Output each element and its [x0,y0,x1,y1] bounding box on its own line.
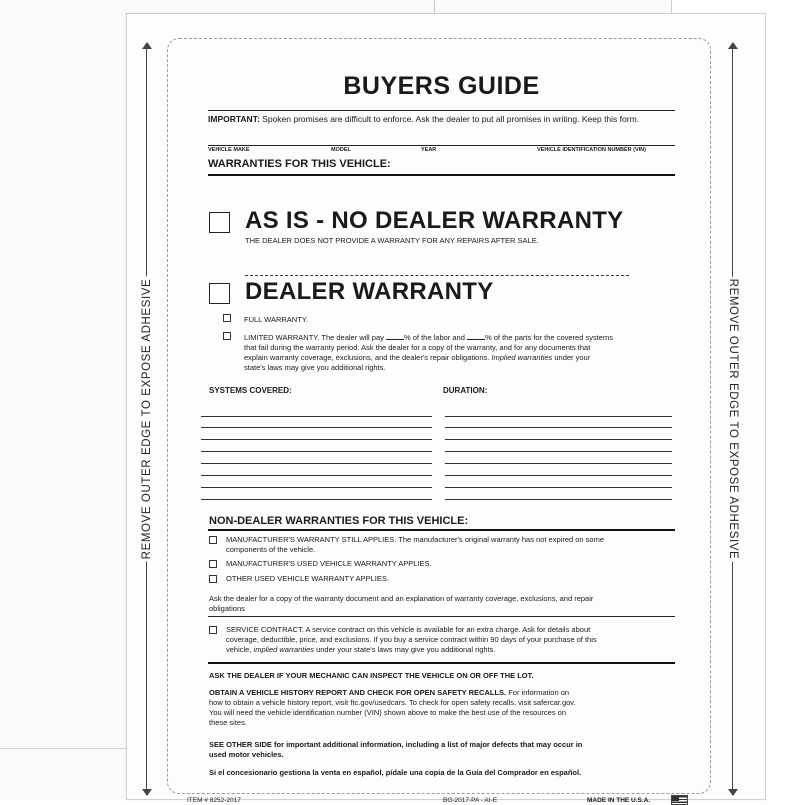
service-contract-checkbox[interactable] [209,626,217,634]
sheet-edge [0,748,126,749]
service-contract-line1: SERVICE CONTRACT. A service contract on this vehicle is available for an extra charge. Ask for details about [226,625,591,634]
service-contract-text [226,625,676,655]
used-vehicle-warranty-text: MANUFACTURER'S USED VEHICLE WARRANTY APPLIES. [226,559,432,568]
warranties-heading: WARRANTIES FOR THIS VEHICLE: [208,158,391,170]
systems-covered-label: SYSTEMS COVERED: [209,386,292,395]
systems-line[interactable] [201,475,432,476]
labor-percent-blank[interactable] [386,333,404,340]
other-used-warranty-text: OTHER USED VEHICLE WARRANTY APPLIES. [226,574,389,583]
adhesive-strip-right [721,44,745,794]
dashed-divider [245,275,629,276]
used-vehicle-warranty-checkbox[interactable] [209,560,217,568]
dealer-warranty-title: DEALER WARRANTY [245,278,494,305]
manufacturer-warranty-line1: MANUFACTURER'S WARRANTY STILL APPLIES. The manufacturer's original warranty has not expired on some [226,535,605,544]
systems-line[interactable] [201,439,432,440]
form-body [187,70,675,805]
limited-text-2: % of the labor and [404,333,465,342]
vin-label: VEHICLE IDENTIFICATION NUMBER (VIN) [537,147,646,153]
vehicle-fields [208,146,675,156]
history-bold: OBTAIN A VEHICLE HISTORY REPORT AND CHECK FOR OPEN SAFETY RECALLS. [209,688,507,697]
limited-text-3: % of the parts for the covered systems [484,333,613,342]
adhesive-instruction-left: REMOVE OUTER EDGE TO EXPOSE ADHESIVE [137,277,157,562]
other-used-warranty-checkbox[interactable] [209,575,217,583]
systems-line[interactable] [201,487,432,488]
duration-label: DURATION: [443,386,488,395]
history-line1: For information on [508,688,570,697]
duration-line[interactable] [445,463,672,464]
history-report-notice [209,688,674,728]
manufacturer-warranty-text [226,535,676,555]
year-label: YEAR [421,147,437,153]
duration-line[interactable] [445,439,672,440]
systems-line[interactable] [201,499,432,500]
duration-line[interactable] [445,475,672,476]
as-is-subtitle: THE DEALER DOES NOT PROVIDE A WARRANTY FOR ANY REPAIRS AFTER SALE. [245,236,539,245]
service-contract-line3b: under your state's laws may give you additional rights. [316,645,496,654]
model-label: MODEL [331,147,351,153]
limited-text-6: under your [554,353,591,362]
divider [208,529,675,531]
systems-line[interactable] [201,416,432,417]
mechanic-text: ASK THE DEALER IF YOUR MECHANIC CAN INSPECT THE VEHICLE ON OR OFF THE LOT. [209,671,534,680]
history-line4: these sites. [209,718,247,727]
limited-warranty-text [244,333,676,373]
warranty-document-note [209,594,669,614]
as-is-checkbox[interactable] [209,212,230,233]
spanish-notice [209,768,674,778]
arrow-down-icon [728,789,738,796]
other-side-notice [209,740,674,760]
limited-text-7: state's laws may give you additional rights. [244,363,386,372]
fold-mark [434,0,435,14]
warranty-note-line2: obligations [209,604,245,613]
made-in-usa: MADE IN THE U.S.A. [587,797,651,804]
limited-warranty-checkbox[interactable] [223,332,231,340]
duration-line[interactable] [445,427,672,428]
duration-line[interactable] [445,499,672,500]
non-dealer-heading: NON-DEALER WARRANTIES FOR THIS VEHICLE: [209,515,469,527]
page-title: BUYERS GUIDE [343,72,540,100]
dealer-warranty-checkbox[interactable] [209,283,230,304]
adhesive-instruction-right: REMOVE OUTER EDGE TO EXPOSE ADHESIVE [723,277,743,562]
important-label: IMPORTANT: [208,114,260,124]
buyers-guide-sheet [126,13,766,804]
divider [208,662,675,664]
us-flag-icon [671,795,688,805]
implied-warranties-text: Implied warranties [491,353,553,362]
arrow-up-icon [142,42,152,49]
duration-line[interactable] [445,451,672,452]
duration-line[interactable] [445,416,672,417]
full-warranty-checkbox[interactable] [223,314,231,322]
as-is-title: AS IS - NO DEALER WARRANTY [245,207,624,234]
service-contract-line2: coverage, deductible, price, and exclusions. If you buy a service contract within 90 days of your purchase of this [226,635,597,644]
systems-line[interactable] [201,463,432,464]
mechanic-notice [209,671,533,681]
form-code: BG-2017-PA - AI-E [443,797,498,804]
vehicle-make-label: VEHICLE MAKE [208,147,250,153]
systems-line[interactable] [201,451,432,452]
other-side-line1: SEE OTHER SIDE for important additional information, including a list of major defects that may occur in [209,740,583,749]
arrow-down-icon [142,789,152,796]
arrow-up-icon [728,42,738,49]
important-note [208,114,675,145]
history-line2: how to obtain a vehicle history report, visit ftc.gov/usedcars. To check for open safety recalls, visit safercar.gov. [209,698,576,707]
history-line3: You will need the vehicle identification number (VIN) shown above to make the best use of the resources on [209,708,567,717]
implied-warranties-text: implied warranties [253,645,314,654]
systems-line[interactable] [201,427,432,428]
divider [208,110,675,111]
full-warranty-label: FULL WARRANTY. [244,315,308,324]
limited-text-5: explain warranty coverage, exclusions, and the dealer's repair obligations. [244,353,490,362]
manufacturer-warranty-line2: components of the vehicle. [226,545,316,554]
warranty-note-line1: Ask the dealer for a copy of the warranty document and an explanation of warranty coverage, exclusions, and repair [209,594,594,603]
manufacturer-warranty-checkbox[interactable] [209,536,217,544]
item-number: ITEM # 8252-2017 [187,797,241,804]
duration-line[interactable] [445,487,672,488]
divider [208,616,675,617]
adhesive-strip-left [135,44,159,794]
service-contract-line3: vehicle, [226,645,252,654]
important-text: Spoken promises are difficult to enforce. Ask the dealer to put all promises in writing. Keep this form. [262,114,640,124]
other-side-line2: used motor vehicles. [209,750,284,759]
divider [208,174,675,176]
limited-text-4: that fail during the warranty period. Ask the dealer for a copy of the warranty, and for any documents that [244,343,591,352]
parts-percent-blank[interactable] [467,333,485,340]
spanish-text: Si el concesionario gestiona la venta en español, pídale una copia de la Guía del Comprador en español. [209,768,582,777]
limited-text-1: LIMITED WARRANTY. The dealer will pay [244,333,384,342]
